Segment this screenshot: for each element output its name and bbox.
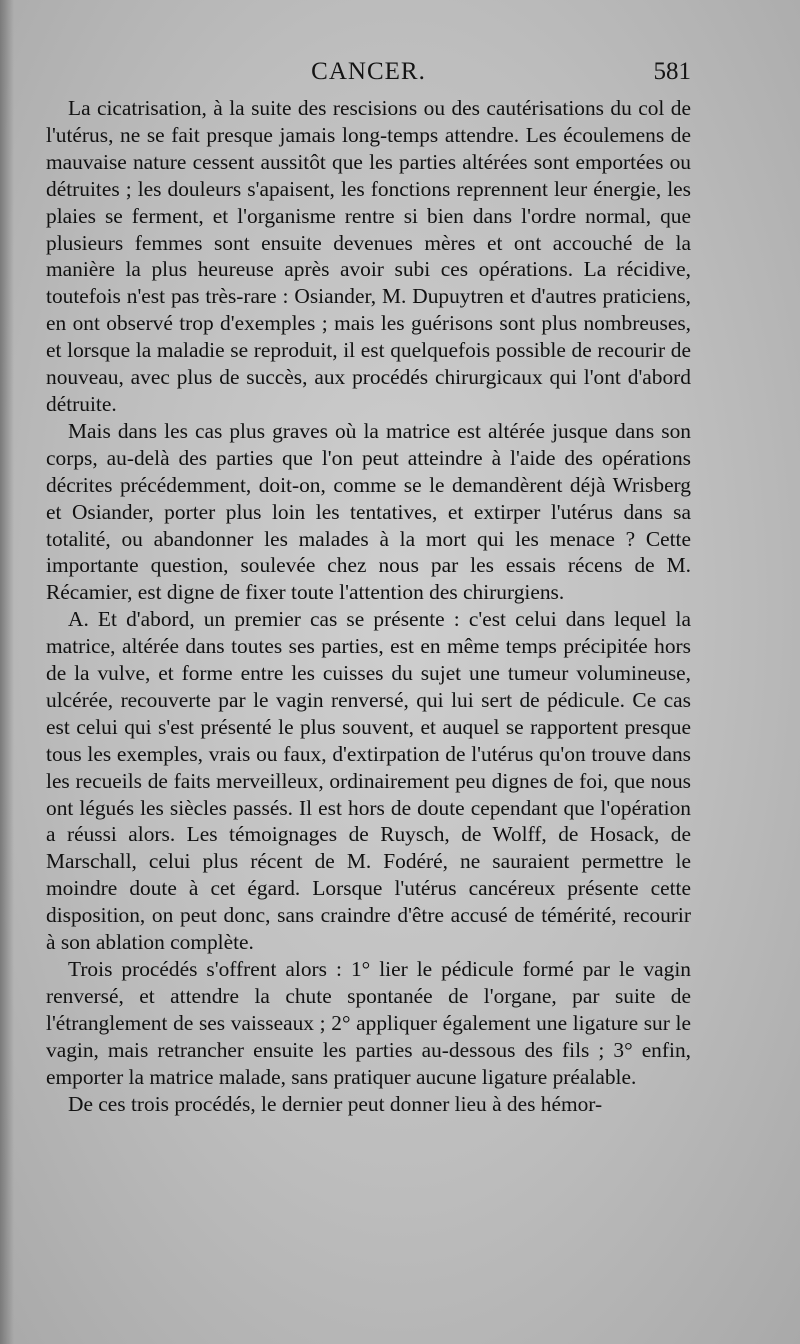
paragraph: De ces trois procédés, le dernier peut donner lieu à des hémor- (68, 1091, 603, 1116)
page-number: 581 (653, 58, 691, 85)
page-header (46, 58, 691, 92)
paragraph: A. Et d'abord, un premier cas se présente : c'est celui dans lequel la matrice, altérée dans toutes ses parties, est en même temps précipitée hors de la vulve, et forme entre les cuisses du sujet une tumeur volumineuse, ulcérée, recouverte par le vagin renversé, qui lui sert de pédicule. Ce cas est celui qui s'est présenté le plus souvent, et auquel se rapportent presque tous les exemples, vrais ou faux, d'extirpation de l'utérus qu'on trouve dans les recueils de faits merveilleux, ordinairement peu dignes de foi, que nous ont légués les siècles passés. Il est hors de doute cependant que l'opération a réussi alors. Les témoignages de Ruysch, de Wolff, de Hosack, de Marschall, celui plus récent de M. Fodéré, ne sauraient permettre le moindre doute à cet égard. Lorsque l'utérus cancéreux présente cette disposition, on peut donc, sans craindre d'être accusé de témérité, recourir à son ablation complète. (46, 607, 691, 955)
running-title: CANCER. (311, 58, 426, 85)
paragraph: Trois procédés s'offrent alors : 1° lier le pédicule formé par le vagin renversé, et attendre la chute spontanée de l'organe, par suite de l'étranglement de ses vaisseaux ; 2° appliquer également une ligature sur le vagin, mais retrancher ensuite les parties au-dessous des fils ; 3° enfin, emporter la matrice malade, sans pratiquer aucune ligature préalable. (46, 957, 691, 1089)
paragraph: La cicatrisation, à la suite des rescisions ou des cautérisations du col de l'utérus, ne se fait presque jamais long-temps attendre. Les écoulemens de mauvaise nature cessent aussitôt que les parties altérées sont emportées ou détruites ; les douleurs s'apaisent, les fonctions reprennent leur énergie, les plaies se ferment, et l'organisme rentre si bien dans l'ordre normal, que plusieurs femmes sont ensuite devenues mères et ont accouché de la manière la plus heureuse après avoir subi ces opérations. La récidive, toutefois n'est pas très-rare : Osiander, M. Dupuytren et d'autres praticiens, en ont observé trop d'exemples ; mais les guérisons sont plus nombreuses, et lorsque la maladie se reproduit, il est quelquefois possible de recourir de nouveau, avec plus de succès, aux procédés chirurgicaux qui l'ont d'abord détruite. (46, 96, 691, 416)
body-text (46, 95, 691, 1117)
paragraph: Mais dans les cas plus graves où la matrice est altérée jusque dans son corps, au-delà des parties que l'on peut atteindre à l'aide des opérations décrites précédemment, doit-on, comme se le demandèrent déjà Wrisberg et Osiander, porter plus loin les tentatives, et extirper l'utérus dans sa totalité, ou abandonner les malades à la mort qui les menace ? Cette importante question, soulevée chez nous par les essais récens de M. Récamier, est digne de fixer toute l'attention des chirurgiens. (46, 418, 691, 605)
